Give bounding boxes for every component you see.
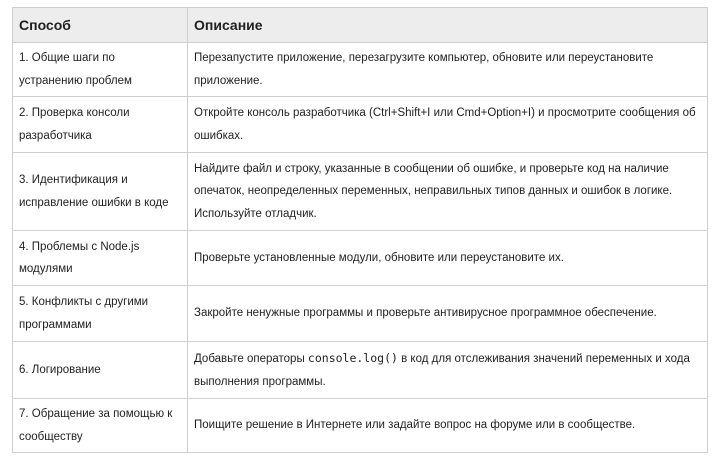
troubleshooting-table [12,7,708,453]
description-cell [188,43,708,97]
description-text: Перезапустите приложение, перезагрузите компьютер, обновите или переустановите приложение. [194,52,654,87]
description-text: Откройте консоль разработчика (Ctrl+Shift+I или Cmd+Option+I) и просмотрите сообщения об ошибках. [194,107,696,142]
method-cell: 4. Проблемы с Node.js модулями [13,231,188,286]
troubleshooting-table-container [12,7,707,453]
table-row [13,399,708,453]
table-row [13,43,708,97]
description-cell [188,231,708,286]
table-row [13,153,708,231]
method-cell: 2. Проверка консоли разработчика [13,97,188,153]
header-method: Способ [13,8,188,43]
description-cell [188,342,708,399]
description-cell [188,97,708,153]
description-text: Поищите решение в Интернете или задайте вопрос на форуме или в сообществе. [194,419,636,432]
table-row [13,97,708,153]
description-cell [188,399,708,453]
description-text: Добавьте операторы [194,353,308,365]
method-cell: 5. Конфликты с другими программами [13,286,188,342]
table-header-row [13,8,708,43]
description-text: Проверьте установленные модули, обновите или переустановите их. [194,251,564,264]
description-text: Найдите файл и строку, указанные в сообщении об ошибке, и проверьте код на наличие опечаток, неопределенных переменных, неправильных типов данных и ошибок в логике. Используйте отладчик. [194,162,673,220]
table-row [13,342,708,399]
description-cell [188,286,708,342]
method-cell: 3. Идентификация и исправление ошибки в коде [13,153,188,231]
table-row [13,286,708,342]
method-cell: 6. Логирование [13,342,188,399]
description-text: Закройте ненужные программы и проверьте антивирусное программное обеспечение. [194,307,657,320]
method-cell: 7. Обращение за помощью к сообществу [13,399,188,453]
code-snippet: console.log() [307,351,398,365]
method-cell: 1. Общие шаги по устранению проблем [13,43,188,97]
description-cell [188,153,708,231]
table-row [13,231,708,286]
description-text-continued: в код для отслеживания значений переменных и хода выполнения программы. [194,353,690,388]
header-description: Описание [188,8,708,43]
